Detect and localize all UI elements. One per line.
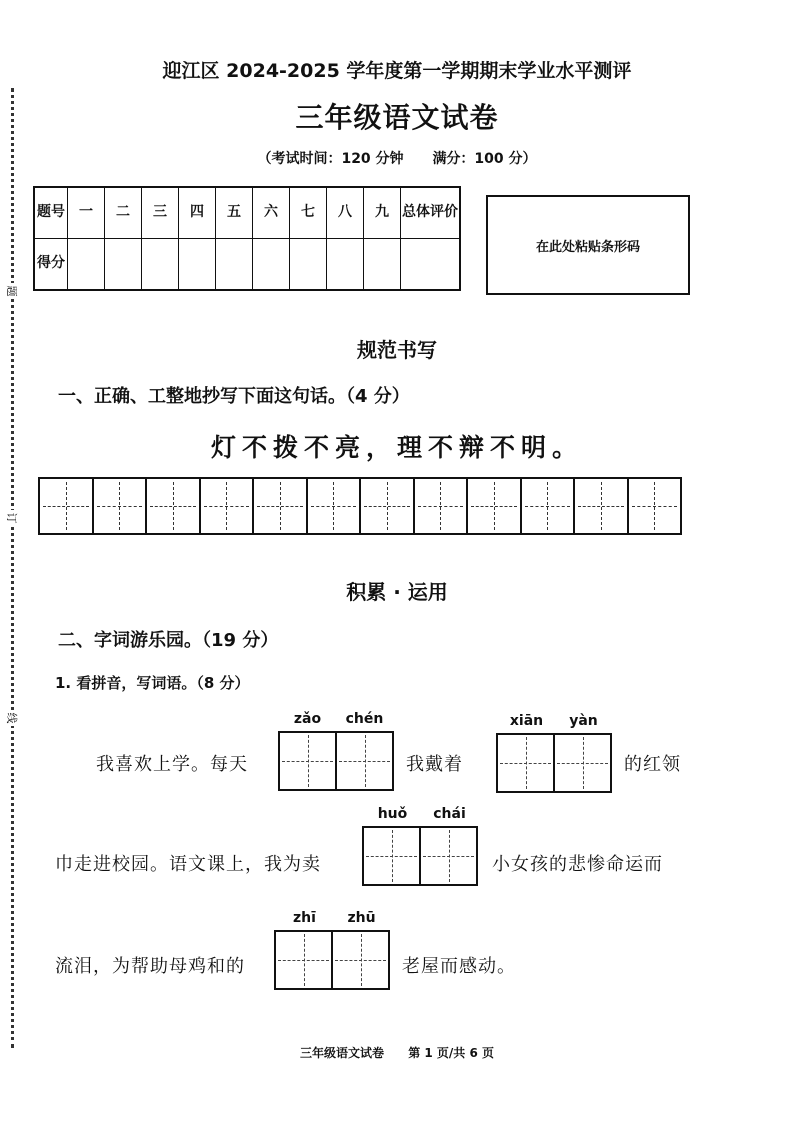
barcode-label: 在此处粘贴条形码 bbox=[535, 239, 640, 255]
score-cell[interactable] bbox=[142, 239, 179, 291]
pinyin-yan: yàn bbox=[569, 713, 598, 729]
question-header-9: 九 bbox=[364, 187, 401, 239]
writing-cell[interactable] bbox=[468, 479, 522, 533]
answer-cell[interactable] bbox=[280, 733, 337, 789]
writing-cell[interactable] bbox=[201, 479, 255, 533]
text-line2-a: 巾走进校园。语文课上，我为卖 bbox=[55, 854, 321, 875]
text-line1-c: 的红领 bbox=[624, 754, 681, 775]
writing-cell[interactable] bbox=[147, 479, 201, 533]
writing-cell[interactable] bbox=[94, 479, 148, 533]
binding-mark-xian: 线 bbox=[4, 710, 20, 726]
binding-mark-ding: 订 bbox=[4, 510, 20, 526]
score-table bbox=[33, 186, 461, 291]
page-footer bbox=[0, 1044, 794, 1061]
exam-title: 三年级语文试卷 bbox=[295, 101, 499, 134]
answer-cell[interactable] bbox=[498, 735, 555, 791]
answer-cell[interactable] bbox=[337, 733, 392, 789]
answer-box-word1 bbox=[278, 731, 394, 791]
answer-box-word3 bbox=[362, 826, 478, 886]
text-line3-a: 流泪，为帮助母鸡和的 bbox=[55, 956, 245, 977]
sub-question-1: 1. 看拼音，写词语。（8 分） bbox=[55, 674, 250, 692]
score-cell[interactable] bbox=[179, 239, 216, 291]
text-line1-a: 我喜欢上学。每天 bbox=[96, 754, 248, 775]
score-cell[interactable] bbox=[364, 239, 401, 291]
section-heading-accumulation: 积累 · 运用 bbox=[346, 580, 448, 604]
footer-page-info: 第 1 页/共 6 页 bbox=[408, 1046, 494, 1060]
question-header-1: 一 bbox=[68, 187, 105, 239]
writing-cell[interactable] bbox=[40, 479, 94, 533]
copy-sentence: 灯不拨不亮，理不辩不明。 bbox=[210, 433, 583, 462]
exam-info bbox=[0, 148, 794, 168]
binding-mark-ti: 题 bbox=[4, 283, 20, 299]
score-cell[interactable] bbox=[253, 239, 290, 291]
writing-cell[interactable] bbox=[575, 479, 629, 533]
section-heading-writing: 规范书写 bbox=[357, 338, 437, 362]
question-1-heading: 一、正确、工整地抄写下面这句话。（4 分） bbox=[58, 386, 410, 407]
pinyin-chen: chén bbox=[345, 711, 384, 727]
pinyin-xian: xiān bbox=[509, 713, 544, 729]
question-header-6: 六 bbox=[253, 187, 290, 239]
question-header-8: 八 bbox=[327, 187, 364, 239]
writing-cell[interactable] bbox=[254, 479, 308, 533]
question-header-2: 二 bbox=[105, 187, 142, 239]
answer-cell[interactable] bbox=[333, 932, 388, 988]
binding-dotted-line bbox=[11, 88, 14, 1048]
pinyin-chai: chái bbox=[433, 806, 466, 822]
pinyin-huo: huǒ bbox=[377, 806, 408, 822]
answer-cell[interactable] bbox=[555, 735, 610, 791]
score-cell[interactable] bbox=[105, 239, 142, 291]
pinyin-zao: zǎo bbox=[293, 711, 322, 727]
text-line3-b: 老屋而感动。 bbox=[402, 956, 516, 977]
text-line2-b: 小女孩的悲惨命运而 bbox=[492, 854, 663, 875]
answer-cell[interactable] bbox=[276, 932, 333, 988]
writing-cell[interactable] bbox=[308, 479, 362, 533]
district-title: 迎江区 2024-2025 学年度第一学期期末学业水平测评 bbox=[162, 60, 632, 82]
total-evaluation-header: 总体评价 bbox=[401, 187, 461, 239]
question-2-heading: 二、字词游乐园。（19 分） bbox=[58, 630, 279, 651]
answer-cell[interactable] bbox=[364, 828, 421, 884]
footer-paper-name: 三年级语文试卷 bbox=[300, 1046, 385, 1060]
score-cell[interactable] bbox=[68, 239, 105, 291]
writing-cell[interactable] bbox=[522, 479, 576, 533]
score-cell[interactable] bbox=[327, 239, 364, 291]
question-header-3: 三 bbox=[142, 187, 179, 239]
pinyin-zhu: zhū bbox=[347, 910, 376, 926]
total-evaluation-cell[interactable] bbox=[401, 239, 461, 291]
question-header-4: 四 bbox=[179, 187, 216, 239]
full-score: 满分：100 分） bbox=[432, 151, 537, 167]
row-label-score: 得分 bbox=[34, 239, 68, 291]
row-label-question-number: 题号 bbox=[34, 187, 68, 239]
writing-cell[interactable] bbox=[629, 479, 681, 533]
text-line1-b: 我戴着 bbox=[406, 754, 463, 775]
score-cell[interactable] bbox=[216, 239, 253, 291]
answer-box-word4 bbox=[274, 930, 390, 990]
exam-time: （考试时间：120 分钟 bbox=[257, 151, 404, 167]
writing-grid bbox=[38, 477, 682, 535]
answer-cell[interactable] bbox=[421, 828, 476, 884]
writing-cell[interactable] bbox=[361, 479, 415, 533]
answer-box-word2 bbox=[496, 733, 612, 793]
pinyin-zhi: zhī bbox=[293, 910, 316, 926]
question-header-5: 五 bbox=[216, 187, 253, 239]
barcode-area bbox=[486, 195, 690, 295]
question-header-7: 七 bbox=[290, 187, 327, 239]
score-cell[interactable] bbox=[290, 239, 327, 291]
writing-cell[interactable] bbox=[415, 479, 469, 533]
